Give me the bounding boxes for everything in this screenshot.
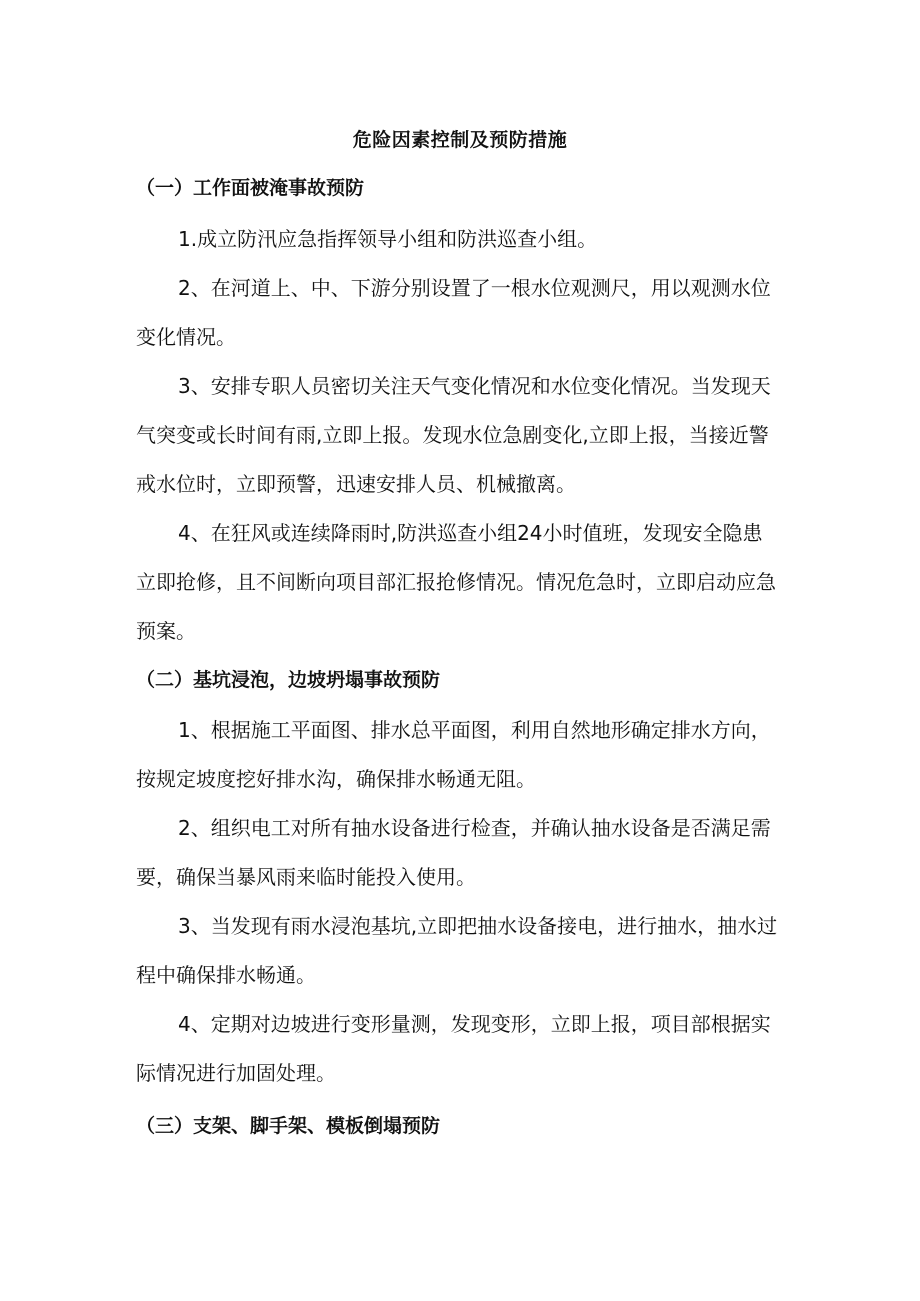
section-heading-2: （二）基坑浸泡，边坡坍塌事故预防 <box>136 669 441 691</box>
paragraph-2-3: 3、当发现有雨水浸泡基坑,立即把抽水设备接电，进行抽水，抽水过程中确保排水畅通。 <box>136 914 778 987</box>
paragraph-2-1: 1、根据施工平面图、排水总平面图，利用自然地形确定排水方向，按规定坡度挖好排水沟，确保排水畅通无阻。 <box>136 718 771 791</box>
paragraph-1-3: 3、安排专职人员密切关注天气变化情况和水位变化情况。当发现天气突变或长时间有雨,立即上报。发现水位急剧变化,立即上报，当接近警戒水位时，立即预警，迅速安排人员、机械撤离。 <box>136 374 771 496</box>
paragraph-2-4: 4、定期对边坡进行变形量测，发现变形，立即上报，项目部根据实际情况进行加固处理。 <box>136 1012 771 1085</box>
paragraph-1-4: 4、在狂风或连续降雨时,防洪巡查小组24小时值班，发现安全隐患立即抢修，且不间断向项目部汇报抢修情况。情况危急时，立即启动应急预案。 <box>136 521 776 643</box>
section-heading-1: （一）工作面被淹事故预防 <box>136 177 365 199</box>
section-heading-3: （三）支架、脚手架、模板倒塌预防 <box>136 1115 441 1137</box>
paragraph-2-2: 2、组织电工对所有抽水设备进行检查，并确认抽水设备是否满足需要，确保当暴风雨来临时能投入使用。 <box>136 816 771 889</box>
paragraph-1-2: 2、在河道上、中、下游分别设置了一根水位观测尺，用以观测水位变化情况。 <box>136 276 771 349</box>
paragraph-1-1: 1.成立防汛应急指挥领导小组和防洪巡查小组。 <box>178 227 598 251</box>
document-title: 危险因素控制及预防措施 <box>352 129 568 151</box>
